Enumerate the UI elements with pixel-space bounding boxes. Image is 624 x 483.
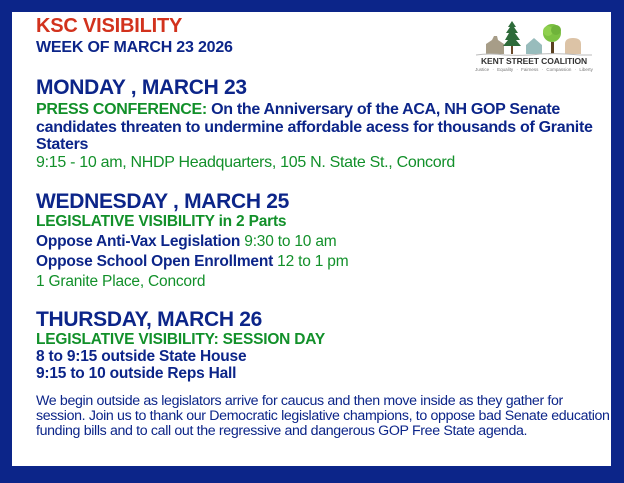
closing-paragraph: We begin outside as legislators arrive for caucus and then move inside as they gather for session. Join us to thank our Democratic legislative champions, to oppose bad Senate education funding bills and to call out the regressive and dangerous GOP Free State agenda. [36, 393, 610, 439]
wednesday-item-2 [36, 253, 348, 271]
skyline-icon [470, 18, 598, 58]
wednesday-event-label: LEGISLATIVE VISIBILITY in 2 Parts [36, 213, 287, 230]
flyer-card [12, 12, 611, 466]
thursday-heading: THURSDAY, MARCH 26 [36, 308, 263, 331]
wednesday-heading: WEDNESDAY , MARCH 25 [36, 190, 290, 213]
week-subtitle: WEEK OF MARCH 23 2026 [36, 39, 233, 56]
wednesday-item-1-time: 9:30 to 10 am [240, 233, 337, 250]
wednesday-item-1-name: Oppose Anti-Vax Legislation [36, 233, 241, 250]
logo-name: KENT STREET COALITION [480, 56, 588, 66]
wednesday-location: 1 Granite Place, Concord [36, 273, 206, 290]
monday-event [36, 101, 596, 171]
wednesday-item-2-name: Oppose School Open Enrollment [36, 253, 274, 270]
flyer-title: KSC VISIBILITY [36, 15, 183, 37]
thursday-line-1: 8 to 9:15 outside State House [36, 348, 247, 365]
thursday-event-label: LEGISLATIVE VISIBILITY: SESSION DAY [36, 331, 325, 348]
wednesday-item-2-time: 12 to 1 pm [273, 253, 349, 270]
logo-tagline: Justice · Equality · Fairness · Compassion · Liberty [475, 67, 593, 72]
kent-street-coalition-logo [470, 18, 598, 80]
thursday-line-2: 9:15 to 10 outside Reps Hall [36, 365, 237, 382]
monday-event-details: 9:15 - 10 am, NHDP Headquarters, 105 N. State St., Concord [36, 153, 455, 171]
monday-heading: MONDAY , MARCH 23 [36, 76, 247, 99]
monday-event-description: On the Anniversary of the ACA, NH GOP Senate candidates threaten to undermine affordable acess for thousands of Granite Staters [36, 101, 593, 153]
wednesday-item-1 [36, 233, 336, 251]
monday-event-label: PRESS CONFERENCE: [36, 101, 207, 118]
